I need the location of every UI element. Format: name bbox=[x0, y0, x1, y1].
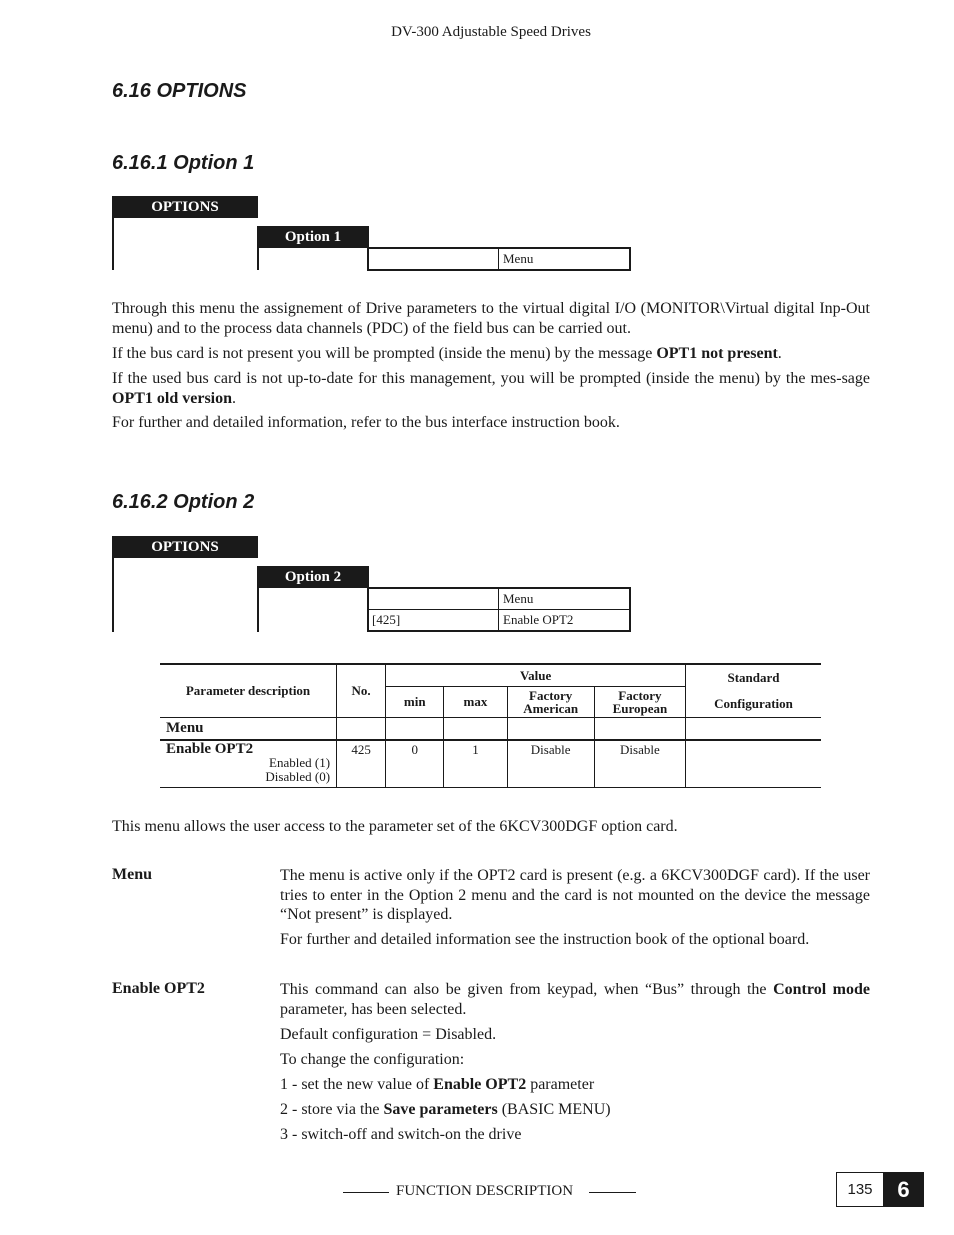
header-min: min bbox=[386, 686, 444, 717]
menu-item-label: Menu bbox=[503, 591, 534, 606]
menu-item-label: Enable OPT2 bbox=[503, 612, 574, 627]
menu-level1-label: OPTIONS bbox=[112, 196, 258, 218]
menu-description-1: The menu is active only if the OPT2 card is present (e.g. a 6KCV300DGF card). If the user tries to enter in the Option 2 menu and the card is not mounted on the device the message “Not present” is displayed. bbox=[280, 867, 870, 923]
footer-rule-left bbox=[343, 1192, 389, 1193]
enable-description-3: To change the configuration: bbox=[280, 1051, 465, 1068]
header-description: Parameter description bbox=[160, 664, 337, 717]
row-number: 425 bbox=[337, 740, 386, 787]
chapter-tab: 6 bbox=[883, 1172, 924, 1207]
menu-term-label: Menu bbox=[112, 866, 152, 883]
table-row bbox=[160, 717, 821, 740]
menu-item-number: [425] bbox=[372, 612, 401, 627]
page-number: 135 bbox=[836, 1172, 884, 1207]
menu-line bbox=[257, 248, 259, 270]
option1-title: 6.16.1 Option 1 bbox=[112, 152, 255, 174]
menu-level2-label: Option 2 bbox=[257, 566, 369, 588]
row-min: 0 bbox=[386, 740, 444, 787]
header-number: No. bbox=[337, 664, 386, 717]
row-max: 1 bbox=[444, 740, 507, 787]
enable-description-2: Default configuration = Disabled. bbox=[280, 1026, 497, 1043]
enable-step-3: 3 - switch-off and switch-on the drive bbox=[280, 1126, 522, 1143]
menu-item-label: Menu bbox=[503, 251, 534, 266]
footer-label: FUNCTION DESCRIPTION bbox=[396, 1183, 574, 1199]
option1-paragraph-2: If the bus card is not present you will be prompted (inside the menu) by the message OPT1 not present. bbox=[112, 345, 782, 362]
enable-step-2: 2 - store via the Save parameters (BASIC MENU) bbox=[280, 1101, 611, 1118]
option2-title: 6.16.2 Option 2 bbox=[112, 491, 255, 513]
menu-level1-label: OPTIONS bbox=[112, 536, 258, 558]
enable-term-label: Enable OPT2 bbox=[112, 980, 205, 997]
menu-item-box bbox=[367, 587, 631, 632]
header-value: Value bbox=[386, 664, 686, 686]
row-factory-european: Disable bbox=[594, 740, 685, 787]
option2-intro: This menu allows the user access to the parameter set of the 6KCV300DGF option card. bbox=[112, 818, 678, 835]
footer-rule-right bbox=[589, 1192, 636, 1193]
header-max: max bbox=[444, 686, 507, 717]
row-description: Enable OPT2 Enabled (1) Disabled (0) bbox=[160, 740, 337, 787]
menu-item-box bbox=[367, 247, 631, 271]
menu-divider bbox=[369, 609, 629, 610]
row-description: Menu bbox=[160, 717, 337, 740]
header-factory-american: Factory American bbox=[507, 686, 594, 717]
header-factory-european: Factory European bbox=[594, 686, 685, 717]
menu-level2-label: Option 1 bbox=[257, 226, 369, 248]
running-header: DV-300 Adjustable Speed Drives bbox=[391, 24, 591, 40]
menu-line bbox=[257, 588, 259, 632]
enable-step-1: 1 - set the new value of Enable OPT2 parameter bbox=[280, 1076, 595, 1093]
option1-paragraph-4: For further and detailed information, refer to the bus interface instruction book. bbox=[112, 414, 620, 431]
menu-line bbox=[112, 218, 114, 270]
option1-paragraph-3: If the used bus card is not up-to-date for this management, you will be prompted (inside the menu) by the mes-sage OPT1 old version. bbox=[112, 370, 870, 407]
parameter-table bbox=[160, 663, 821, 788]
menu-description-2: For further and detailed information see the instruction book of the optional board. bbox=[280, 931, 810, 948]
enable-description-1: This command can also be given from keypad, when “Bus” through the Control mode parameter, has been selected. bbox=[280, 981, 871, 1018]
option1-paragraph-1: Through this menu the assignement of Drive parameters to the virtual digital I/O (MONITOR\Virtual digital Inp-Out menu) and to the process data channels (PDC) of the field bus can be carried out. bbox=[112, 300, 870, 337]
menu-line bbox=[112, 558, 114, 632]
table-row bbox=[160, 740, 821, 787]
section-title: 6.16 OPTIONS bbox=[112, 80, 247, 102]
header-standard-config: Standard Configuration bbox=[686, 664, 821, 717]
row-factory-american: Disable bbox=[507, 740, 594, 787]
menu-divider bbox=[498, 249, 499, 269]
